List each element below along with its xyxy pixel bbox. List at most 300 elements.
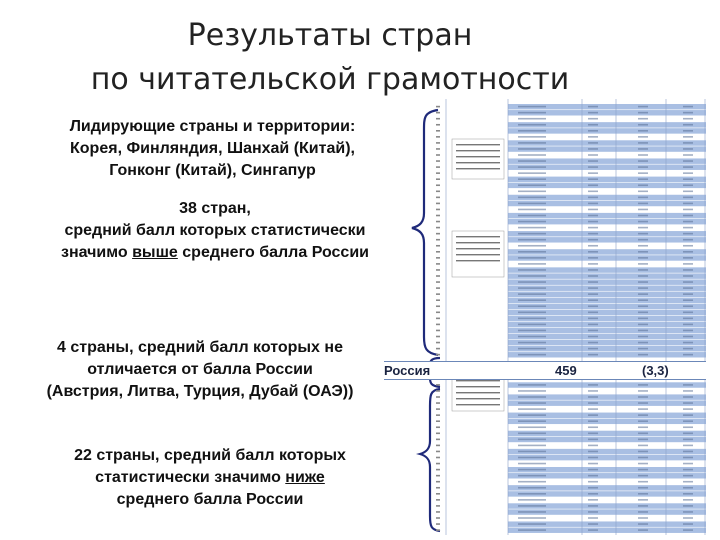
table-cell-text bbox=[638, 112, 648, 114]
table-cell-text bbox=[683, 312, 693, 314]
table-cell-text bbox=[588, 275, 598, 277]
table-cell-text bbox=[638, 420, 648, 422]
table-cell-text bbox=[638, 312, 648, 314]
table-cell-text bbox=[518, 305, 546, 307]
row-number-mark bbox=[436, 481, 440, 483]
row-number-mark bbox=[436, 239, 440, 241]
row-number-mark bbox=[436, 451, 440, 453]
row-number-mark bbox=[436, 445, 440, 447]
russia-row bbox=[384, 361, 706, 380]
table-cell-text bbox=[683, 154, 693, 156]
table-cell-text bbox=[518, 348, 546, 350]
table-cell-text bbox=[518, 263, 546, 265]
table-cell-text bbox=[683, 160, 693, 162]
table-cell-text bbox=[638, 245, 648, 247]
table-cell-text bbox=[588, 106, 598, 108]
row-number-mark bbox=[436, 469, 440, 471]
row-number-mark bbox=[436, 499, 440, 501]
table-cell-text bbox=[588, 408, 598, 410]
table-cell-text bbox=[638, 342, 648, 344]
table-cell-text bbox=[588, 227, 598, 229]
table-cell-text bbox=[518, 293, 546, 295]
below-line-2-pre: статистически значимо bbox=[95, 469, 286, 486]
row-number-mark bbox=[436, 312, 440, 314]
table-cell-text bbox=[683, 106, 693, 108]
below-line-3: среднего балла России bbox=[116, 491, 304, 508]
leaders-line-3: Гонконг (Китай), Сингапур bbox=[109, 162, 316, 179]
table-cell-text bbox=[638, 348, 648, 350]
table-cell-text bbox=[638, 178, 648, 180]
table-cell-text bbox=[683, 136, 693, 138]
table-cell-text bbox=[638, 257, 648, 259]
row-number-mark bbox=[436, 154, 440, 156]
table-cell-text bbox=[683, 251, 693, 253]
table-cell-text bbox=[588, 396, 598, 398]
table-cell-text bbox=[588, 154, 598, 156]
table-cell-text bbox=[588, 215, 598, 217]
row-number-mark bbox=[436, 215, 440, 217]
row-number-mark bbox=[436, 402, 440, 404]
table-cell-text bbox=[518, 439, 546, 441]
table-cell-text bbox=[683, 281, 693, 283]
table-cell-text bbox=[683, 396, 693, 398]
row-number-mark bbox=[436, 251, 440, 253]
row-number-mark bbox=[436, 124, 440, 126]
table-cell-text bbox=[638, 463, 648, 465]
table-cell-text bbox=[518, 529, 546, 531]
title-line-2: по читательской грамотности bbox=[90, 62, 570, 97]
table-cell-text bbox=[588, 293, 598, 295]
table-cell-text bbox=[683, 445, 693, 447]
row-number-mark bbox=[436, 457, 440, 459]
table-cell-text bbox=[638, 106, 648, 108]
table-cell-text bbox=[588, 420, 598, 422]
table-cell-text bbox=[638, 354, 648, 356]
table-cell-text bbox=[638, 221, 648, 223]
table-cell-text bbox=[518, 481, 546, 483]
group-label-text bbox=[456, 144, 500, 145]
table-cell-text bbox=[588, 166, 598, 168]
table-cell-text bbox=[638, 142, 648, 144]
table-cell-text bbox=[518, 511, 546, 513]
row-number-mark bbox=[436, 384, 440, 386]
row-number-mark bbox=[436, 257, 440, 259]
above-line-1: 38 стран, bbox=[179, 200, 251, 217]
table-cell-text bbox=[588, 499, 598, 501]
table-cell-text bbox=[518, 148, 546, 150]
table-cell-text bbox=[683, 324, 693, 326]
table-cell-text bbox=[518, 426, 546, 428]
table-cell-text bbox=[588, 124, 598, 126]
table-cell-text bbox=[588, 184, 598, 186]
table-cell-text bbox=[638, 275, 648, 277]
table-cell-text bbox=[588, 475, 598, 477]
table-cell-text bbox=[518, 275, 546, 277]
table-cell-text bbox=[638, 439, 648, 441]
row-number-mark bbox=[436, 420, 440, 422]
table-cell-text bbox=[588, 439, 598, 441]
same-line-1: 4 страны, средний балл которых не bbox=[57, 339, 343, 356]
table-cell-text bbox=[588, 342, 598, 344]
row-number-mark bbox=[436, 209, 440, 211]
table-cell-text bbox=[588, 257, 598, 259]
table-cell-text bbox=[588, 142, 598, 144]
table-cell-text bbox=[588, 245, 598, 247]
above-line-2: средний балл которых статистически bbox=[64, 222, 366, 239]
table-cell-text bbox=[683, 299, 693, 301]
table-cell-text bbox=[518, 354, 546, 356]
row-number-mark bbox=[436, 191, 440, 193]
table-cell-text bbox=[683, 197, 693, 199]
table-cell-text bbox=[518, 166, 546, 168]
table-cell-text bbox=[638, 493, 648, 495]
table-cell-text bbox=[683, 318, 693, 320]
group-label-text bbox=[456, 386, 500, 387]
table-cell-text bbox=[638, 233, 648, 235]
table-grid bbox=[432, 99, 706, 535]
table-cell-text bbox=[683, 257, 693, 259]
table-cell-text bbox=[638, 263, 648, 265]
row-number-mark bbox=[436, 184, 440, 186]
row-number-mark bbox=[436, 172, 440, 174]
leaders-line-2: Корея, Финляндия, Шанхай (Китай), bbox=[70, 140, 355, 157]
same-line-2: отличается от балла России bbox=[87, 361, 313, 378]
table-cell-text bbox=[683, 420, 693, 422]
table-cell-text bbox=[518, 221, 546, 223]
table-cell-text bbox=[638, 517, 648, 519]
table-cell-text bbox=[518, 184, 546, 186]
row-number-mark bbox=[436, 493, 440, 495]
table-cell-text bbox=[638, 154, 648, 156]
row-number-mark bbox=[436, 330, 440, 332]
row-number-mark bbox=[436, 426, 440, 428]
row-number-mark bbox=[436, 299, 440, 301]
row-number-mark bbox=[436, 505, 440, 507]
table-cell-text bbox=[638, 523, 648, 525]
table-cell-text bbox=[638, 499, 648, 501]
table-cell-text bbox=[683, 463, 693, 465]
table-cell-text bbox=[683, 124, 693, 126]
table-cell-text bbox=[638, 305, 648, 307]
table-cell-text bbox=[518, 463, 546, 465]
table-cell-text bbox=[588, 505, 598, 507]
table-cell-text bbox=[638, 191, 648, 193]
table-cell-text bbox=[638, 136, 648, 138]
table-cell-text bbox=[588, 511, 598, 513]
table-cell-text bbox=[518, 342, 546, 344]
row-number-mark bbox=[436, 408, 440, 410]
table-cell-text bbox=[683, 457, 693, 459]
same-line-3: (Австрия, Литва, Турция, Дубай (ОАЭ)) bbox=[46, 383, 354, 400]
table-cell-text bbox=[588, 239, 598, 241]
table-cell-text bbox=[683, 354, 693, 356]
table-cell-text bbox=[518, 106, 546, 108]
table-cell-text bbox=[638, 330, 648, 332]
table-cell-text bbox=[518, 269, 546, 271]
table-cell-text bbox=[588, 390, 598, 392]
table-cell-text bbox=[518, 191, 546, 193]
table-cell-text bbox=[518, 197, 546, 199]
table-cell-text bbox=[518, 402, 546, 404]
table-cell-text bbox=[588, 118, 598, 120]
row-number-mark bbox=[436, 324, 440, 326]
table-cell-text bbox=[518, 312, 546, 314]
table-cell-text bbox=[683, 511, 693, 513]
table-cell-text bbox=[638, 414, 648, 416]
group-label-text bbox=[456, 254, 500, 255]
table-cell-text bbox=[638, 318, 648, 320]
table-cell-text bbox=[683, 203, 693, 205]
table-cell-text bbox=[683, 336, 693, 338]
group-label-text bbox=[456, 150, 500, 151]
table-cell-text bbox=[683, 493, 693, 495]
table-cell-text bbox=[588, 233, 598, 235]
table-cell-text bbox=[683, 433, 693, 435]
table-cell-text bbox=[588, 487, 598, 489]
table-cell-text bbox=[518, 505, 546, 507]
table-cell-text bbox=[638, 481, 648, 483]
table-cell-text bbox=[518, 408, 546, 410]
table-cell-text bbox=[638, 299, 648, 301]
above-line-3-pre: значимо bbox=[61, 244, 133, 261]
row-number-mark bbox=[436, 433, 440, 435]
table-cell-text bbox=[518, 203, 546, 205]
table-cell-text bbox=[638, 445, 648, 447]
row-number-mark bbox=[436, 281, 440, 283]
table-cell-text bbox=[638, 287, 648, 289]
table-cell-text bbox=[638, 124, 648, 126]
table-cell-text bbox=[518, 299, 546, 301]
table-cell-text bbox=[638, 396, 648, 398]
row-number-mark bbox=[436, 293, 440, 295]
table-cell-text bbox=[638, 209, 648, 211]
row-number-mark bbox=[436, 269, 440, 271]
russia-score: 459 bbox=[555, 363, 577, 378]
table-cell-text bbox=[638, 505, 648, 507]
table-cell-text bbox=[638, 384, 648, 386]
row-number-mark bbox=[436, 166, 440, 168]
row-number-mark bbox=[436, 197, 440, 199]
table-cell-text bbox=[588, 433, 598, 435]
table-cell-text bbox=[638, 402, 648, 404]
table-cell-text bbox=[518, 154, 546, 156]
below-line-1: 22 страны, средний балл которых bbox=[74, 447, 346, 464]
table-cell-text bbox=[588, 493, 598, 495]
table-cell-text bbox=[683, 233, 693, 235]
table-cell-text bbox=[588, 136, 598, 138]
row-number-mark bbox=[436, 221, 440, 223]
table-cell-text bbox=[683, 178, 693, 180]
table-cell-text bbox=[638, 336, 648, 338]
title-line-1: Результаты стран bbox=[187, 18, 473, 53]
table-cell-text bbox=[588, 112, 598, 114]
group-label-text bbox=[456, 392, 500, 393]
row-number-mark bbox=[436, 475, 440, 477]
table-cell-text bbox=[683, 275, 693, 277]
table-cell-text bbox=[588, 178, 598, 180]
table-cell-text bbox=[683, 499, 693, 501]
table-cell-text bbox=[518, 142, 546, 144]
row-number-mark bbox=[436, 523, 440, 525]
table-cell-text bbox=[588, 160, 598, 162]
row-number-mark bbox=[436, 263, 440, 265]
table-cell-text bbox=[588, 299, 598, 301]
table-cell-text bbox=[683, 166, 693, 168]
table-cell-text bbox=[638, 172, 648, 174]
table-cell-text bbox=[588, 130, 598, 132]
table-cell-text bbox=[588, 517, 598, 519]
table-cell-text bbox=[683, 402, 693, 404]
table-cell-text bbox=[588, 305, 598, 307]
table-cell-text bbox=[683, 517, 693, 519]
table-cell-text bbox=[518, 330, 546, 332]
table-cell-text bbox=[638, 269, 648, 271]
row-number-mark bbox=[436, 130, 440, 132]
table-cell-text bbox=[518, 493, 546, 495]
leaders-line-1: Лидирующие страны и территории: bbox=[69, 118, 356, 135]
table-cell-text bbox=[638, 203, 648, 205]
table-cell-text bbox=[588, 324, 598, 326]
group-label-text bbox=[456, 162, 500, 163]
table-cell-text bbox=[638, 469, 648, 471]
table-cell-text bbox=[683, 118, 693, 120]
row-number-mark bbox=[436, 354, 440, 356]
row-number-mark bbox=[436, 348, 440, 350]
row-number-mark bbox=[436, 342, 440, 344]
table-cell-text bbox=[683, 505, 693, 507]
group-label-text bbox=[456, 236, 500, 237]
table-cell-text bbox=[683, 451, 693, 453]
row-number-mark bbox=[436, 439, 440, 441]
table-cell-text bbox=[683, 215, 693, 217]
row-number-mark bbox=[436, 517, 440, 519]
table-cell-text bbox=[588, 348, 598, 350]
table-cell-text bbox=[638, 281, 648, 283]
country-results-table bbox=[432, 99, 706, 535]
table-cell-text bbox=[518, 118, 546, 120]
table-cell-text bbox=[638, 475, 648, 477]
row-number-mark bbox=[436, 487, 440, 489]
table-cell-text bbox=[518, 433, 546, 435]
below-underlined-word: ниже bbox=[285, 469, 325, 486]
table-cell-text bbox=[518, 124, 546, 126]
table-cell-text bbox=[638, 408, 648, 410]
table-cell-text bbox=[638, 166, 648, 168]
table-cell-text bbox=[683, 130, 693, 132]
table-cell-text bbox=[588, 457, 598, 459]
table-cell-text bbox=[638, 487, 648, 489]
table-cell-text bbox=[683, 227, 693, 229]
table-cell-text bbox=[683, 384, 693, 386]
row-number-mark bbox=[436, 336, 440, 338]
row-number-mark bbox=[436, 463, 440, 465]
table-cell-text bbox=[518, 209, 546, 211]
table-cell-text bbox=[683, 209, 693, 211]
table-cell-text bbox=[518, 475, 546, 477]
table-cell-text bbox=[683, 523, 693, 525]
table-cell-text bbox=[518, 281, 546, 283]
table-cell-text bbox=[683, 305, 693, 307]
table-cell-text bbox=[518, 239, 546, 241]
group-label-text bbox=[456, 248, 500, 249]
table-cell-text bbox=[638, 324, 648, 326]
row-number-mark bbox=[436, 245, 440, 247]
table-cell-text bbox=[683, 293, 693, 295]
table-cell-text bbox=[518, 469, 546, 471]
table-cell-text bbox=[518, 517, 546, 519]
table-cell-text bbox=[638, 239, 648, 241]
group-label-text bbox=[456, 168, 500, 169]
row-number-mark bbox=[436, 414, 440, 416]
table-cell-text bbox=[638, 426, 648, 428]
group-label-text bbox=[456, 156, 500, 157]
group-label-text bbox=[456, 242, 500, 243]
table-cell-text bbox=[638, 529, 648, 531]
table-cell-text bbox=[518, 336, 546, 338]
table-cell-text bbox=[588, 336, 598, 338]
table-cell-text bbox=[518, 499, 546, 501]
row-number-mark bbox=[436, 106, 440, 108]
table-cell-text bbox=[588, 523, 598, 525]
table-cell-text bbox=[518, 215, 546, 217]
row-number-mark bbox=[436, 390, 440, 392]
table-cell-text bbox=[518, 487, 546, 489]
table-cell-text bbox=[518, 136, 546, 138]
row-number-mark bbox=[436, 136, 440, 138]
row-number-mark bbox=[436, 227, 440, 229]
row-number-mark bbox=[436, 511, 440, 513]
row-number-mark bbox=[436, 160, 440, 162]
table-cell-text bbox=[683, 191, 693, 193]
table-cell-text bbox=[588, 469, 598, 471]
table-cell-text bbox=[518, 178, 546, 180]
table-cell-text bbox=[518, 384, 546, 386]
table-cell-text bbox=[683, 408, 693, 410]
row-number-mark bbox=[436, 233, 440, 235]
table-cell-text bbox=[588, 191, 598, 193]
table-cell-text bbox=[518, 523, 546, 525]
table-cell-text bbox=[588, 445, 598, 447]
table-cell-text bbox=[588, 251, 598, 253]
above-underlined-word: выше bbox=[132, 244, 178, 261]
table-cell-text bbox=[518, 287, 546, 289]
table-cell-text bbox=[683, 414, 693, 416]
table-cell-text bbox=[683, 287, 693, 289]
table-cell-text bbox=[683, 330, 693, 332]
table-cell-text bbox=[518, 172, 546, 174]
table-cell-text bbox=[683, 481, 693, 483]
row-number-mark bbox=[436, 529, 440, 531]
table-cell-text bbox=[683, 184, 693, 186]
table-cell-text bbox=[588, 414, 598, 416]
row-number-mark bbox=[436, 112, 440, 114]
table-cell-text bbox=[588, 463, 598, 465]
table-cell-text bbox=[638, 251, 648, 253]
above-line-3-post: среднего балла России bbox=[177, 244, 369, 261]
table-cell-text bbox=[588, 287, 598, 289]
table-cell-text bbox=[683, 142, 693, 144]
table-cell-text bbox=[518, 233, 546, 235]
row-number-mark bbox=[436, 148, 440, 150]
table-cell-text bbox=[683, 529, 693, 531]
table-cell-text bbox=[518, 457, 546, 459]
table-cell-text bbox=[588, 197, 598, 199]
table-cell-text bbox=[588, 330, 598, 332]
table-cell-text bbox=[518, 451, 546, 453]
row-number-mark bbox=[436, 203, 440, 205]
table-cell-text bbox=[638, 451, 648, 453]
table-cell-text bbox=[518, 324, 546, 326]
